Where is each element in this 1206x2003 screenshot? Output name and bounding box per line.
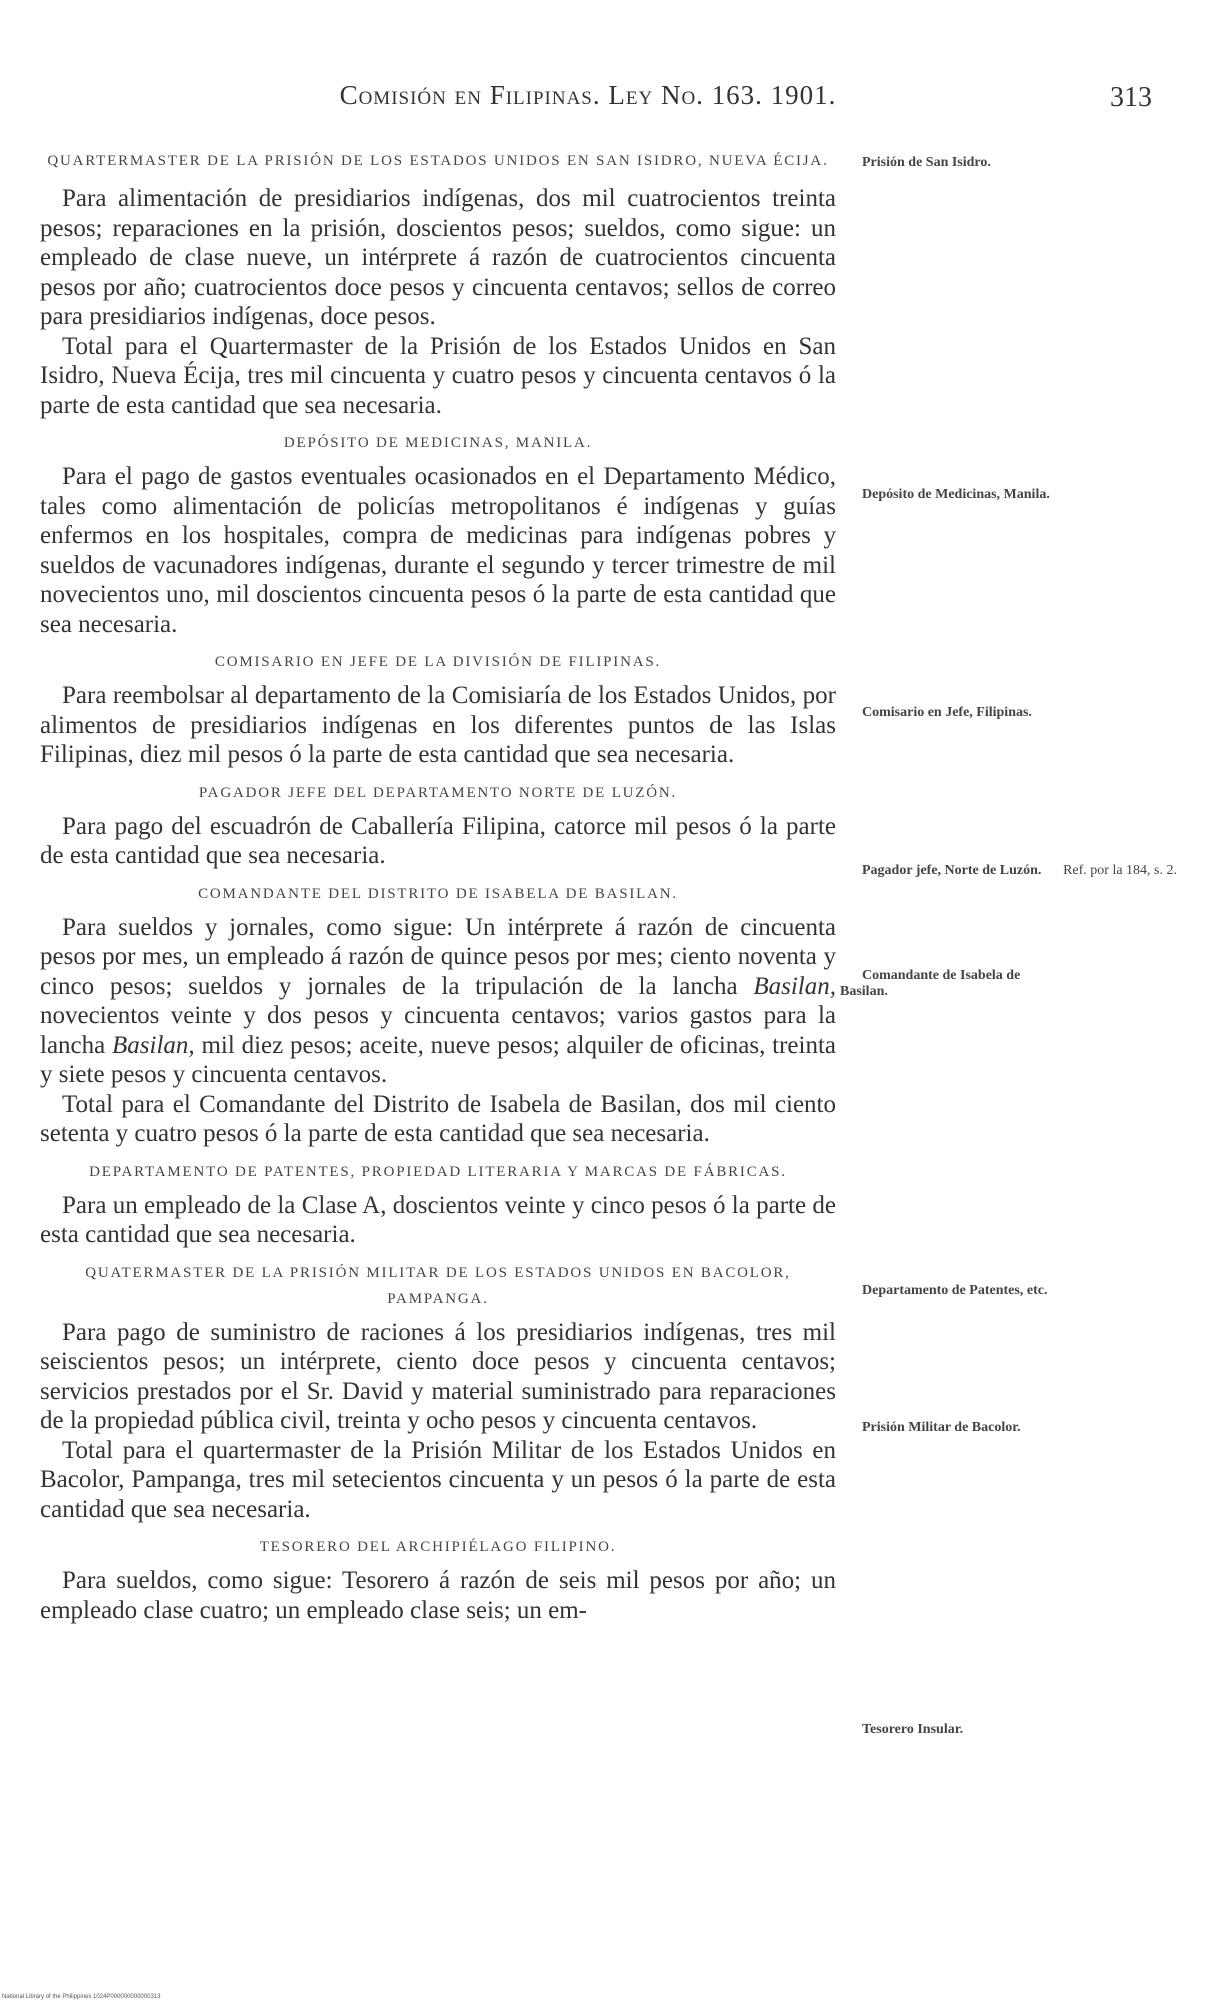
- section-heading: PAGADOR JEFE DEL DEPARTAMENTO NORTE DE LUZÓN.: [198, 784, 678, 801]
- paragraph: Para sueldos, como sigue: Tesorero á razón de seis mil pesos por año; un empleado clase cuatro; un empleado clase seis; un em-: [40, 1567, 836, 1624]
- paragraph: Para alimentación de presidiarios indígenas, dos mil cuatrocientos treinta pesos; reparaciones en la prisión, doscientos pesos; sueldos, como sigue: un empleado de clase nueve, un intérprete á razón de cuatrocientos cincuenta pesos por año; cuatrocientos doce pesos y cincuenta centavos; sellos de correo para presidiarios indígenas, doce pesos.: [40, 185, 836, 330]
- margin-note: Tesorero Insular.: [862, 1722, 964, 1737]
- margin-note: Prisión Militar de Bacolor.: [862, 1420, 1021, 1435]
- section-bacolor: [40, 1260, 836, 1525]
- section-pagador: [40, 780, 836, 871]
- page-number: 313: [1110, 82, 1152, 113]
- scan-credit: National Library of the Philippines 1024P000000000000313: [2, 1994, 161, 2000]
- paragraph: Total para el Quartermaster de la Prisión de los Estados Unidos en San Isidro, Nueva Écija, tres mil cincuenta y cuatro pesos y cincuenta centavos ó la parte de esta cantidad que sea necesaria.: [40, 332, 836, 419]
- margin-note: Comisario en Jefe, Filipinas.: [862, 705, 1032, 720]
- paragraph: Para reembolsar al departamento de la Comisiaría de los Estados Unidos, por alimentos de presidiarios indígenas en los diferentes puntos de las Islas Filipinas, diez mil pesos ó la parte de esta cantidad que sea necesaria.: [40, 682, 836, 768]
- section-heading: COMANDANTE DEL DISTRITO DE ISABELA DE BASILAN.: [198, 885, 678, 902]
- paragraph: Para un empleado de la Clase A, doscientos veinte y cinco pesos ó la parte de esta cantidad que sea necesaria.: [40, 1191, 836, 1248]
- section-deposito-medicinas: [40, 430, 836, 639]
- paragraph: Para el pago de gastos eventuales ocasionados en el Departamento Médico, tales como alimentación de policías metropolitanos é indígenas y guías enfermos en los hospitales, compra de medicinas para indígenas pobres y sueldos de vacunadores indígenas, durante el segundo y tercer trimestre de mil novecientos uno, mil doscientos cincuenta pesos ó la parte de esta cantidad que sea necesaria.: [40, 463, 836, 638]
- paragraph: Para pago de suministro de raciones á los presidiarios indígenas, tres mil seiscientos pesos; un intérprete, ciento doce pesos y cincuenta centavos; servicios prestados por el Sr. David y material suministrado para reparaciones de la propiedad pública civil, treinta y ocho pesos y cincuenta centavos.: [40, 1318, 836, 1434]
- section-heading: QUATERMASTER DE LA PRISIÓN MILITAR DE LOS ESTADOS UNIDOS EN BACOLOR, PAMPANGA.: [85, 1264, 791, 1307]
- paragraph: Para pago del escuadrón de Caballería Filipina, catorce mil pesos ó la parte de esta cantidad que sea necesaria.: [40, 812, 836, 869]
- section-heading: DEPARTAMENTO DE PATENTES, PROPIEDAD LITERARIA Y MARCAS DE FÁBRICAS.: [89, 1163, 787, 1180]
- section-tesorero: [40, 1534, 836, 1625]
- running-head: Comisión en Filipinas. Ley No. 163. 1901.: [339, 80, 837, 110]
- section-heading: DEPÓSITO DE MEDICINAS, MANILA.: [283, 435, 593, 451]
- paragraph: Total para el Comandante del Distrito de Isabela de Basilan, dos mil ciento setenta y cuatro pesos ó la parte de esta cantidad que sea necesaria.: [40, 1090, 836, 1147]
- margin-note: Departamento de Patentes, etc.: [862, 1283, 1048, 1298]
- section-comisario: [40, 649, 836, 770]
- main-text: [40, 148, 836, 1625]
- margin-note: Comandante de Isabela de Basilan.: [840, 968, 1021, 999]
- reference-note: Ref. por la 184, s. 2.: [1063, 863, 1177, 878]
- section-heading: TESORERO DEL ARCHIPIÉLAGO FILIPINO.: [259, 1539, 617, 1555]
- section-heading: QUARTERMASTER DE LA PRISIÓN DE LOS ESTADOS UNIDOS EN SAN ISIDRO, NUEVA ÉCIJA.: [47, 153, 829, 169]
- margin-note: Pagador jefe, Norte de Luzón.: [862, 863, 1042, 878]
- margin-note: Prisión de San Isidro.: [862, 155, 991, 170]
- margin-note: Depósito de Medicinas, Manila.: [862, 487, 1050, 502]
- paragraph: Total para el quartermaster de la Prisión Militar de los Estados Unidos en Bacolor, Pampanga, tres mil setecientos cincuenta y un pesos ó la parte de esta cantidad que sea necesaria.: [40, 1436, 836, 1523]
- section-basilan: [40, 881, 836, 1149]
- section-heading: COMISARIO EN JEFE DE LA DIVISIÓN DE FILIPINAS.: [214, 654, 662, 670]
- section-san-isidro: [40, 148, 836, 420]
- section-patentes: [40, 1159, 836, 1250]
- paragraph: Para sueldos y jornales, como sigue: Un intérprete á razón de cincuenta pesos por mes, un empleado á razón de quince pesos por mes; ciento noventa y cinco pesos; sueldos y jornales de la tripulación de la lancha Basilan, novecientos veinte y dos pesos y cincuenta centavos; varios gastos para la lancha Basilan, mil diez pesos; aceite, nueve pesos; alquiler de oficinas, treinta y siete pesos y cincuenta centavos.: [40, 913, 837, 1088]
